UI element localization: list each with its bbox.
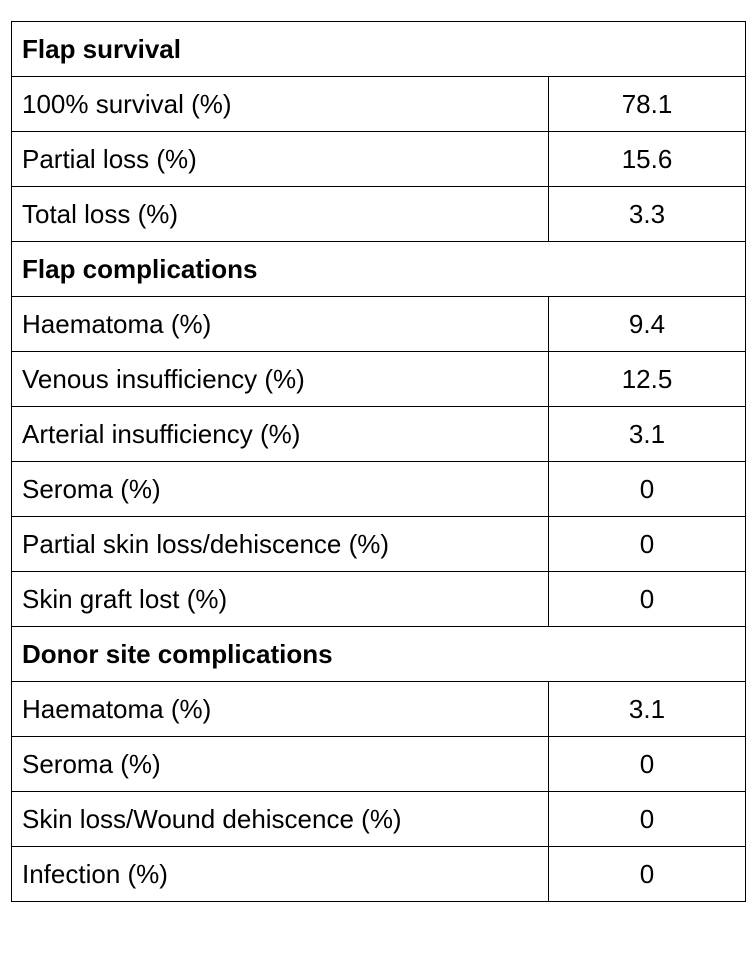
row-value: 0	[549, 737, 746, 792]
row-label: Seroma (%)	[12, 737, 549, 792]
row-label: Partial loss (%)	[12, 132, 549, 187]
row-value: 3.1	[549, 682, 746, 737]
outcomes-table	[11, 21, 746, 902]
row-value: 3.1	[549, 407, 746, 462]
row-value: 3.3	[549, 187, 746, 242]
table-row	[12, 792, 746, 847]
row-label: Skin loss/Wound dehiscence (%)	[12, 792, 549, 847]
row-label: Skin graft lost (%)	[12, 572, 549, 627]
row-label: Infection (%)	[12, 847, 549, 902]
table-row	[12, 352, 746, 407]
row-value: 12.5	[549, 352, 746, 407]
row-value: 78.1	[549, 77, 746, 132]
row-value: 9.4	[549, 297, 746, 352]
table-row	[12, 847, 746, 902]
row-value: 0	[549, 792, 746, 847]
row-value: 15.6	[549, 132, 746, 187]
row-label: Partial skin loss/dehiscence (%)	[12, 517, 549, 572]
table-row	[12, 572, 746, 627]
section-header-row	[12, 22, 746, 77]
row-label: Total loss (%)	[12, 187, 549, 242]
row-value: 0	[549, 572, 746, 627]
row-value: 0	[549, 847, 746, 902]
section-header-row	[12, 627, 746, 682]
row-label: Haematoma (%)	[12, 682, 549, 737]
table-row	[12, 407, 746, 462]
row-label: Arterial insufficiency (%)	[12, 407, 549, 462]
table-row	[12, 187, 746, 242]
section-heading: Donor site complications	[12, 627, 746, 682]
table-row	[12, 517, 746, 572]
row-value: 0	[549, 462, 746, 517]
section-heading: Flap survival	[12, 22, 746, 77]
row-label: Haematoma (%)	[12, 297, 549, 352]
table-row	[12, 132, 746, 187]
row-label: Venous insufficiency (%)	[12, 352, 549, 407]
row-label: 100% survival (%)	[12, 77, 549, 132]
section-heading: Flap complications	[12, 242, 746, 297]
table-row	[12, 297, 746, 352]
table-row	[12, 77, 746, 132]
row-value: 0	[549, 517, 746, 572]
table-row	[12, 462, 746, 517]
row-label: Seroma (%)	[12, 462, 549, 517]
table-row	[12, 737, 746, 792]
table-row	[12, 682, 746, 737]
section-header-row	[12, 242, 746, 297]
